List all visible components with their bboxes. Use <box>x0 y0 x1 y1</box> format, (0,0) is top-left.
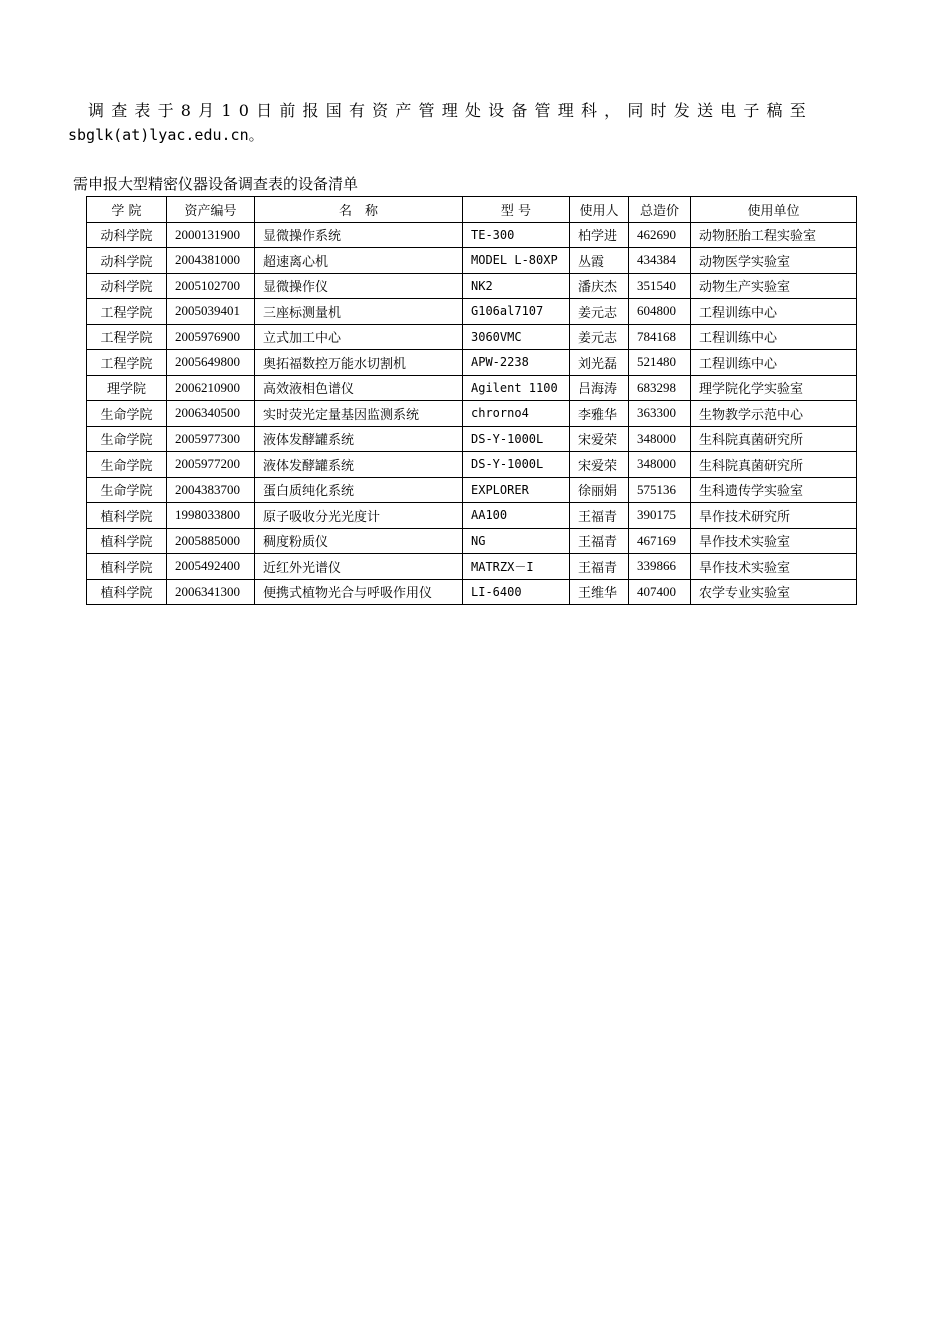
table-row <box>87 273 857 299</box>
cell-unit: 工程训练中心 <box>691 299 857 325</box>
cell-college: 动科学院 <box>87 273 167 299</box>
cell-unit: 动物医学实验室 <box>691 248 857 274</box>
notice-paragraph <box>68 98 883 148</box>
cell-name: 显微操作仪 <box>255 273 463 299</box>
table-caption: 需申报大型精密仪器设备调查表的设备清单 <box>73 175 359 193</box>
cell-asset-no: 2005039401 <box>167 299 255 325</box>
table-body <box>87 222 857 605</box>
cell-price: 521480 <box>629 350 691 376</box>
cell-model: TE-300 <box>463 222 570 248</box>
cell-user: 徐丽娟 <box>570 477 629 503</box>
cell-model: MATRZX－I <box>463 554 570 580</box>
cell-user: 王维华 <box>570 579 629 605</box>
cell-price: 462690 <box>629 222 691 248</box>
header-unit: 使用单位 <box>691 197 857 223</box>
cell-asset-no: 2005649800 <box>167 350 255 376</box>
cell-college: 工程学院 <box>87 299 167 325</box>
cell-name: 立式加工中心 <box>255 324 463 350</box>
cell-user: 宋爱荣 <box>570 452 629 478</box>
cell-model: Agilent 1100 <box>463 375 570 401</box>
cell-price: 467169 <box>629 528 691 554</box>
cell-asset-no: 1998033800 <box>167 503 255 529</box>
cell-unit: 旱作技术实验室 <box>691 528 857 554</box>
cell-price: 390175 <box>629 503 691 529</box>
cell-unit: 工程训练中心 <box>691 350 857 376</box>
cell-name: 液体发酵罐系统 <box>255 426 463 452</box>
cell-name: 稠度粉质仪 <box>255 528 463 554</box>
cell-price: 683298 <box>629 375 691 401</box>
cell-name: 蛋白质纯化系统 <box>255 477 463 503</box>
cell-name: 近红外光谱仪 <box>255 554 463 580</box>
equipment-table <box>86 196 857 605</box>
cell-user: 刘光磊 <box>570 350 629 376</box>
cell-user: 吕海涛 <box>570 375 629 401</box>
table-row <box>87 477 857 503</box>
table-row <box>87 324 857 350</box>
cell-asset-no: 2005977200 <box>167 452 255 478</box>
table-row <box>87 554 857 580</box>
cell-name: 高效液相色谱仪 <box>255 375 463 401</box>
cell-price: 348000 <box>629 452 691 478</box>
cell-model: DS-Y-1000L <box>463 452 570 478</box>
table-row <box>87 350 857 376</box>
cell-user: 宋爱荣 <box>570 426 629 452</box>
table-row <box>87 426 857 452</box>
cell-user: 姜元志 <box>570 324 629 350</box>
table-row <box>87 503 857 529</box>
notice-line-1: 调查表于8月10日前报国有资产管理处设备管理科，同时发送电子稿至 <box>88 101 813 120</box>
header-user: 使用人 <box>570 197 629 223</box>
header-price: 总造价 <box>629 197 691 223</box>
cell-college: 生命学院 <box>87 401 167 427</box>
cell-model: AA100 <box>463 503 570 529</box>
table-row <box>87 579 857 605</box>
cell-price: 784168 <box>629 324 691 350</box>
cell-user: 李雅华 <box>570 401 629 427</box>
cell-name: 液体发酵罐系统 <box>255 452 463 478</box>
cell-asset-no: 2006210900 <box>167 375 255 401</box>
cell-unit: 动物生产实验室 <box>691 273 857 299</box>
cell-model: DS-Y-1000L <box>463 426 570 452</box>
cell-unit: 生物教学示范中心 <box>691 401 857 427</box>
cell-name: 三座标测量机 <box>255 299 463 325</box>
cell-name: 显微操作系统 <box>255 222 463 248</box>
cell-model: chrorno4 <box>463 401 570 427</box>
table-row <box>87 528 857 554</box>
cell-model: MODEL L-80XP <box>463 248 570 274</box>
table-row <box>87 222 857 248</box>
cell-price: 348000 <box>629 426 691 452</box>
cell-price: 407400 <box>629 579 691 605</box>
cell-price: 339866 <box>629 554 691 580</box>
cell-college: 动科学院 <box>87 222 167 248</box>
cell-price: 434384 <box>629 248 691 274</box>
cell-unit: 旱作技术实验室 <box>691 554 857 580</box>
cell-model: NG <box>463 528 570 554</box>
cell-price: 575136 <box>629 477 691 503</box>
header-model: 型 号 <box>463 197 570 223</box>
cell-model: LI-6400 <box>463 579 570 605</box>
header-asset-no: 资产编号 <box>167 197 255 223</box>
cell-price: 604800 <box>629 299 691 325</box>
cell-college: 工程学院 <box>87 350 167 376</box>
cell-model: G106al7107 <box>463 299 570 325</box>
header-college: 学 院 <box>87 197 167 223</box>
cell-college: 生命学院 <box>87 452 167 478</box>
cell-college: 植科学院 <box>87 503 167 529</box>
cell-user: 姜元志 <box>570 299 629 325</box>
table-header-row <box>87 197 857 223</box>
cell-unit: 工程训练中心 <box>691 324 857 350</box>
cell-name: 超速离心机 <box>255 248 463 274</box>
cell-unit: 生科院真菌研究所 <box>691 452 857 478</box>
cell-unit: 生科遗传学实验室 <box>691 477 857 503</box>
cell-college: 植科学院 <box>87 579 167 605</box>
cell-asset-no: 2005492400 <box>167 554 255 580</box>
cell-user: 潘庆杰 <box>570 273 629 299</box>
cell-unit: 旱作技术研究所 <box>691 503 857 529</box>
cell-name: 原子吸收分光光度计 <box>255 503 463 529</box>
cell-model: NK2 <box>463 273 570 299</box>
cell-unit: 生科院真菌研究所 <box>691 426 857 452</box>
notice-line-2: sbglk(at)lyac.edu.cn。 <box>68 126 264 144</box>
cell-asset-no: 2000131900 <box>167 222 255 248</box>
cell-asset-no: 2006340500 <box>167 401 255 427</box>
cell-unit: 动物胚胎工程实验室 <box>691 222 857 248</box>
table-row <box>87 452 857 478</box>
cell-user: 王福青 <box>570 503 629 529</box>
cell-asset-no: 2004381000 <box>167 248 255 274</box>
header-name: 名 称 <box>255 197 463 223</box>
cell-price: 351540 <box>629 273 691 299</box>
cell-college: 动科学院 <box>87 248 167 274</box>
cell-user: 王福青 <box>570 554 629 580</box>
cell-name: 便携式植物光合与呼吸作用仪 <box>255 579 463 605</box>
cell-asset-no: 2005976900 <box>167 324 255 350</box>
cell-asset-no: 2004383700 <box>167 477 255 503</box>
cell-college: 理学院 <box>87 375 167 401</box>
cell-name: 奥拓福数控万能水切割机 <box>255 350 463 376</box>
cell-user: 丛霞 <box>570 248 629 274</box>
cell-name: 实时荧光定量基因监测系统 <box>255 401 463 427</box>
cell-college: 工程学院 <box>87 324 167 350</box>
cell-asset-no: 2006341300 <box>167 579 255 605</box>
cell-unit: 理学院化学实验室 <box>691 375 857 401</box>
table-row <box>87 299 857 325</box>
cell-user: 柏学进 <box>570 222 629 248</box>
cell-asset-no: 2005885000 <box>167 528 255 554</box>
cell-college: 生命学院 <box>87 426 167 452</box>
cell-model: APW-2238 <box>463 350 570 376</box>
cell-college: 植科学院 <box>87 554 167 580</box>
cell-asset-no: 2005102700 <box>167 273 255 299</box>
cell-model: 3060VMC <box>463 324 570 350</box>
cell-user: 王福青 <box>570 528 629 554</box>
cell-college: 植科学院 <box>87 528 167 554</box>
cell-college: 生命学院 <box>87 477 167 503</box>
table-row <box>87 401 857 427</box>
table-row <box>87 248 857 274</box>
cell-price: 363300 <box>629 401 691 427</box>
cell-unit: 农学专业实验室 <box>691 579 857 605</box>
cell-model: EXPLORER <box>463 477 570 503</box>
table-row <box>87 375 857 401</box>
cell-asset-no: 2005977300 <box>167 426 255 452</box>
